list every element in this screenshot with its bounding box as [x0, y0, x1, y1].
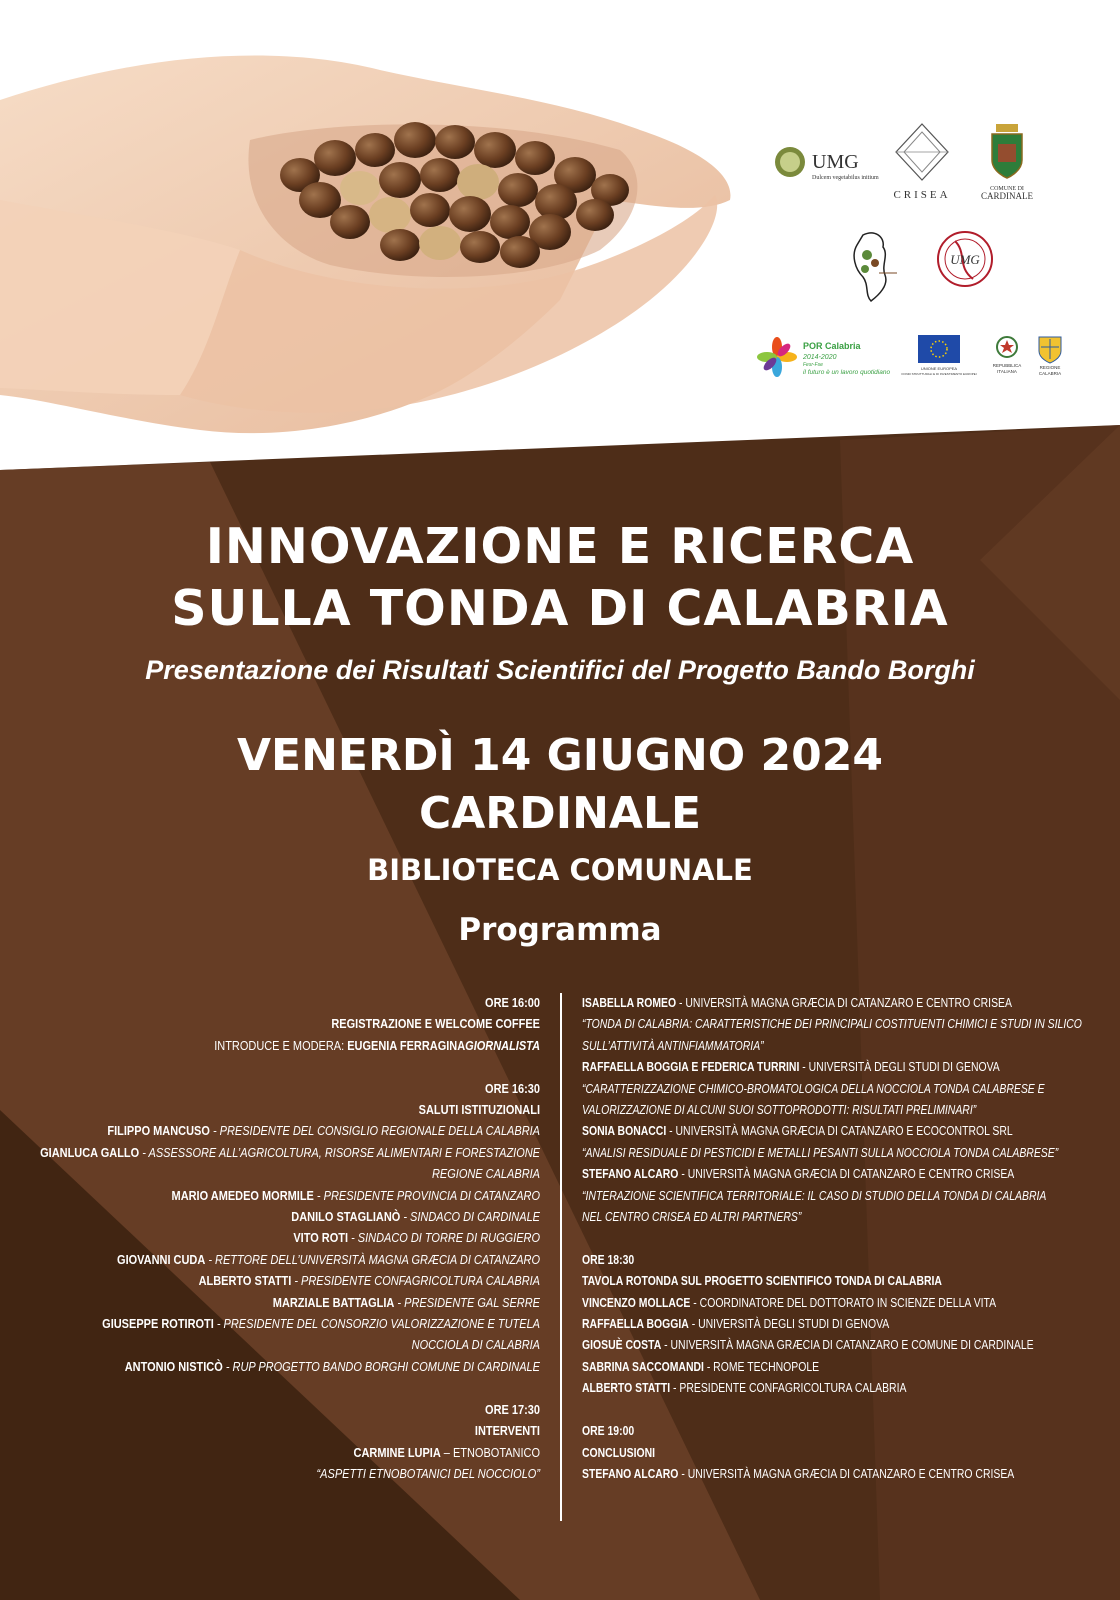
speaker-name: ALBERTO STATTI — [198, 1273, 292, 1289]
program-line — [582, 1313, 1082, 1334]
speaker-affiliation: - UNIVERSITÀ MAGNA GRÆCIA DI CATANZARO E COMUNE DI CARDINALE — [661, 1337, 1034, 1353]
event-city: CARDINALE — [418, 788, 702, 839]
speaker-name: RAFFAELLA BOGGIA E FEDERICA TURRINI — [582, 1059, 800, 1075]
program-line — [40, 1356, 540, 1377]
speaker-role: - SINDACO DI TORRE DI RUGGIERO — [348, 1230, 540, 1246]
logos-middle-row — [845, 225, 1005, 305]
svg-text:ITALIANA: ITALIANA — [997, 369, 1017, 374]
svg-text:REGIONE: REGIONE — [1039, 365, 1061, 370]
speaker-name: DANILO STAGLIANÒ — [291, 1209, 401, 1225]
svg-text:CALABRIA: CALABRIA — [1038, 371, 1062, 376]
speaker-role: GIORNALISTA — [465, 1037, 540, 1053]
svg-text:Dulcem vegetabilus initium: Dulcem vegetabilus initium — [812, 175, 879, 181]
program-line — [582, 1356, 1082, 1377]
program-line — [582, 1013, 1082, 1034]
speaker-name: MARZIALE BATTAGLIA — [272, 1294, 395, 1310]
session-time: ORE 16:00 — [485, 995, 540, 1010]
svg-text:CRISEA: CRISEA — [893, 189, 951, 201]
speaker-name: VITO ROTI — [293, 1230, 349, 1246]
speaker-role: - ASSESSORE ALL’AGRICOLTURA, RISORSE ALIMENTARI E FORESTAZIONE — [139, 1144, 540, 1160]
program-line — [40, 1270, 540, 1291]
program-line — [40, 1463, 540, 1484]
svg-text:UMG: UMG — [950, 252, 980, 267]
speaker-affiliation: - UNIVERSITÀ MAGNA GRÆCIA DI CATANZARO E CENTRO CRISEA — [676, 995, 1012, 1010]
program-line — [582, 1099, 1082, 1120]
speaker-role: “ASPETTI ETNOBOTANICI DEL NOCCIOLO” — [316, 1465, 540, 1481]
hands-hazelnuts-image — [0, 0, 760, 450]
speaker-role: “ANALISI RESIDUALE DI PESTICIDI E METALLI PESANTI SULLA NOCCIOLA TONDA CALABRESE” — [582, 1144, 1059, 1160]
session-heading: REGISTRAZIONE E WELCOME COFFEE — [331, 1016, 540, 1032]
spacer — [582, 1399, 1082, 1420]
speaker-name: GIOVANNI CUDA — [117, 1251, 206, 1267]
speaker-affiliation: - UNIVERSITÀ DEGLI STUDI DI GENOVA — [799, 1059, 1000, 1075]
program-line — [582, 1292, 1082, 1313]
program-line — [582, 1142, 1082, 1163]
speaker-role: - RUP PROGETTO BANDO BORGHI COMUNE DI CARDINALE — [222, 1358, 540, 1374]
regione-calabria-emblem — [1039, 337, 1061, 376]
speaker-name: EUGENIA FERRAGINA — [347, 1037, 466, 1053]
speaker-role: “INTERAZIONE SCIENTIFICA TERRITORIALE: IL CASO DI STUDIO DELLA TONDA DI CALABRIA — [582, 1187, 1047, 1203]
program-line — [40, 1292, 540, 1313]
program-line — [582, 1270, 1082, 1291]
speaker-name: GIOSUÈ COSTA — [582, 1337, 662, 1353]
por-calabria-logo — [757, 337, 890, 377]
speaker-role: “CARATTERIZZAZIONE CHIMICO-BROMATOLOGICA DELLA NOCCIOLA TONDA CALABRESE E — [582, 1080, 1045, 1096]
speaker-role: - PRESIDENTE GAL SERRE — [394, 1294, 540, 1310]
speaker-role: - SINDACO DI CARDINALE — [400, 1209, 540, 1225]
program-line — [582, 1078, 1082, 1099]
speaker-name: GIUSEPPE ROTIROTI — [102, 1316, 214, 1332]
program-line — [582, 1163, 1082, 1184]
program-line — [582, 1120, 1082, 1141]
session-time: ORE 18:30 — [582, 1251, 635, 1267]
spacer — [582, 1227, 1082, 1248]
session-heading: SALUTI ISTITUZIONALI — [418, 1102, 540, 1118]
speaker-name: GIANLUCA GALLO — [40, 1144, 140, 1160]
svg-text:Fesr-Fse: Fesr-Fse — [803, 362, 823, 368]
repubblica-italiana-emblem — [993, 337, 1022, 374]
speaker-role: - PRESIDENTE CONFAGRICOLTURA CALABRIA — [291, 1273, 540, 1289]
svg-text:FONDI STRUTTURALI E DI INVESTI: FONDI STRUTTURALI E DI INVESTIMENTO EUROPEI — [901, 372, 977, 376]
event-venue: BIBLIOTECA COMUNALE — [367, 853, 753, 887]
program-line — [40, 1078, 540, 1099]
speaker-affiliation: - UNIVERSITÀ MAGNA GRÆCIA DI CATANZARO E CENTRO CRISEA — [678, 1166, 1015, 1182]
eu-flag-logo — [901, 335, 976, 376]
program-line — [40, 992, 540, 1013]
program-line — [582, 1420, 1082, 1441]
program-line — [40, 1442, 540, 1463]
subtitle: Presentazione dei Risultati Scientifici del Progetto Bando Borghi — [145, 655, 975, 685]
program-line — [582, 1035, 1082, 1056]
session-time: ORE 16:30 — [485, 1080, 540, 1096]
speaker-role: - PRESIDENTE DEL CONSORZIO VALORIZZAZIONE E TUTELA — [213, 1316, 540, 1332]
speaker-role: SULL’ATTIVITÀ ANTINFIAMMATORIA” — [582, 1037, 764, 1053]
logos-funding-row — [755, 335, 1090, 385]
svg-text:REPUBBLICA: REPUBBLICA — [992, 363, 1022, 368]
speaker-name: FILIPPO MANCUSO — [107, 1123, 210, 1139]
umg-logo — [775, 147, 879, 181]
program-line — [40, 1420, 540, 1441]
program-line — [582, 1377, 1082, 1398]
cardinale-crest — [981, 124, 1033, 201]
speaker-affiliation: - ROME TECHNOPOLE — [703, 1358, 820, 1374]
speaker-name: ALBERTO STATTI — [582, 1380, 671, 1396]
program-line — [40, 1120, 540, 1141]
speaker-affiliation: - PRESIDENTE CONFAGRICOLTURA CALABRIA — [670, 1380, 907, 1396]
column-divider — [560, 993, 562, 1521]
speaker-affiliation: – ETNOBOTANICO — [440, 1444, 540, 1460]
session-time: ORE 17:30 — [485, 1401, 540, 1417]
program-line — [582, 1334, 1082, 1355]
svg-text:UNIONE EUROPEA: UNIONE EUROPEA — [920, 366, 958, 371]
program-column-right — [582, 992, 1082, 1484]
program-column-left — [40, 992, 540, 1484]
program-line — [582, 1463, 1082, 1484]
program-line — [582, 1185, 1082, 1206]
speaker-name: ISABELLA ROMEO — [582, 995, 677, 1010]
svg-text:POR Calabria: POR Calabria — [803, 341, 861, 351]
session-heading: TAVOLA ROTONDA SUL PROGETTO SCIENTIFICO TONDA DI CALABRIA — [582, 1273, 942, 1289]
program-line — [582, 1206, 1082, 1227]
program-line — [582, 1249, 1082, 1270]
speaker-name: RAFFAELLA BOGGIA — [582, 1316, 689, 1332]
svg-text:COMUNE DI: COMUNE DI — [990, 186, 1024, 192]
session-heading: CONCLUSIONI — [582, 1444, 656, 1460]
program-line — [582, 992, 1082, 1013]
program-line — [40, 1206, 540, 1227]
svg-text:UMG: UMG — [812, 151, 859, 173]
speaker-name: STEFANO ALCARO — [582, 1465, 679, 1481]
program-line — [40, 1227, 540, 1248]
speaker-name: VINCENZO MOLLACE — [582, 1294, 691, 1310]
speaker-name: ANTONIO NISTICÒ — [124, 1358, 223, 1374]
svg-text:il futuro è un lavoro quotidia: il futuro è un lavoro quotidiano — [803, 369, 891, 376]
spacer — [40, 1377, 540, 1398]
speaker-role: NOCCIOLA DI CALABRIA — [411, 1337, 540, 1353]
session-heading: INTERVENTI — [474, 1423, 540, 1439]
logos-top-row — [770, 118, 1050, 208]
program-line — [40, 1142, 540, 1163]
program-line — [40, 1163, 540, 1184]
speaker-affiliation: - UNIVERSITÀ MAGNA GRÆCIA DI CATANZARO E CENTRO CRISEA — [678, 1465, 1015, 1481]
svg-text:CARDINALE: CARDINALE — [981, 191, 1033, 201]
speaker-role: NEL CENTRO CRISEA ED ALTRI PARTNERS” — [582, 1209, 802, 1225]
programma-heading: Programma — [458, 912, 662, 948]
session-time: ORE 19:00 — [582, 1423, 635, 1439]
speaker-affiliation: - UNIVERSITÀ DEGLI STUDI DI GENOVA — [688, 1316, 890, 1332]
calabria-map-logo — [854, 233, 897, 301]
speaker-role: REGIONE CALABRIA — [431, 1166, 540, 1182]
speaker-role: - PRESIDENTE PROVINCIA DI CATANZARO — [313, 1187, 540, 1203]
speaker-affiliation: - COORDINATORE DEL DOTTORATO IN SCIENZE DELLA VITA — [690, 1294, 997, 1310]
speaker-role: - PRESIDENTE DEL CONSIGLIO REGIONALE DELLA CALABRIA — [209, 1123, 540, 1139]
title-line-1: INNOVAZIONE E RICERCA — [205, 518, 915, 575]
program-line — [40, 1249, 540, 1270]
program-line — [40, 1099, 540, 1120]
program-line — [582, 1442, 1082, 1463]
svg-text:2014-2020: 2014-2020 — [803, 354, 837, 361]
program-line — [40, 1334, 540, 1355]
speaker-name: STEFANO ALCARO — [582, 1166, 679, 1182]
program-line — [40, 1313, 540, 1334]
umg-red-seal — [938, 232, 992, 286]
speaker-name: MARIO AMEDEO MORMILE — [171, 1187, 314, 1203]
speaker-role: “TONDA DI CALABRIA: CARATTERISTICHE DEI PRINCIPALI COSTITUENTI CHIMICI E STUDI IN SILICO — [582, 1016, 1082, 1032]
line-prefix: INTRODUCE E MODERA: — [214, 1037, 348, 1053]
speaker-name: SABRINA SACCOMANDI — [582, 1358, 704, 1374]
program-line — [582, 1056, 1082, 1077]
speaker-affiliation: - UNIVERSITÀ MAGNA GRÆCIA DI CATANZARO E ECOCONTROL SRL — [666, 1123, 1013, 1139]
program-line — [40, 1399, 540, 1420]
crisea-logo — [893, 124, 950, 201]
program-line — [40, 1035, 540, 1056]
speaker-role: - RETTORE DELL’UNIVERSITÀ MAGNA GRÆCIA DI CATANZARO — [205, 1251, 540, 1267]
speaker-name: CARMINE LUPIA — [353, 1444, 441, 1460]
program-line — [40, 1013, 540, 1034]
program-line — [40, 1185, 540, 1206]
title-line-2: SULLA TONDA DI CALABRIA — [171, 580, 949, 637]
event-date: VENERDÌ 14 GIUGNO 2024 — [237, 730, 883, 781]
speaker-role: VALORIZZAZIONE DI ALCUNI SUOI SOTTOPRODOTTI: RISULTATI PRELIMINARI” — [582, 1102, 977, 1118]
speaker-name: SONIA BONACCI — [582, 1123, 667, 1139]
spacer — [40, 1056, 540, 1077]
